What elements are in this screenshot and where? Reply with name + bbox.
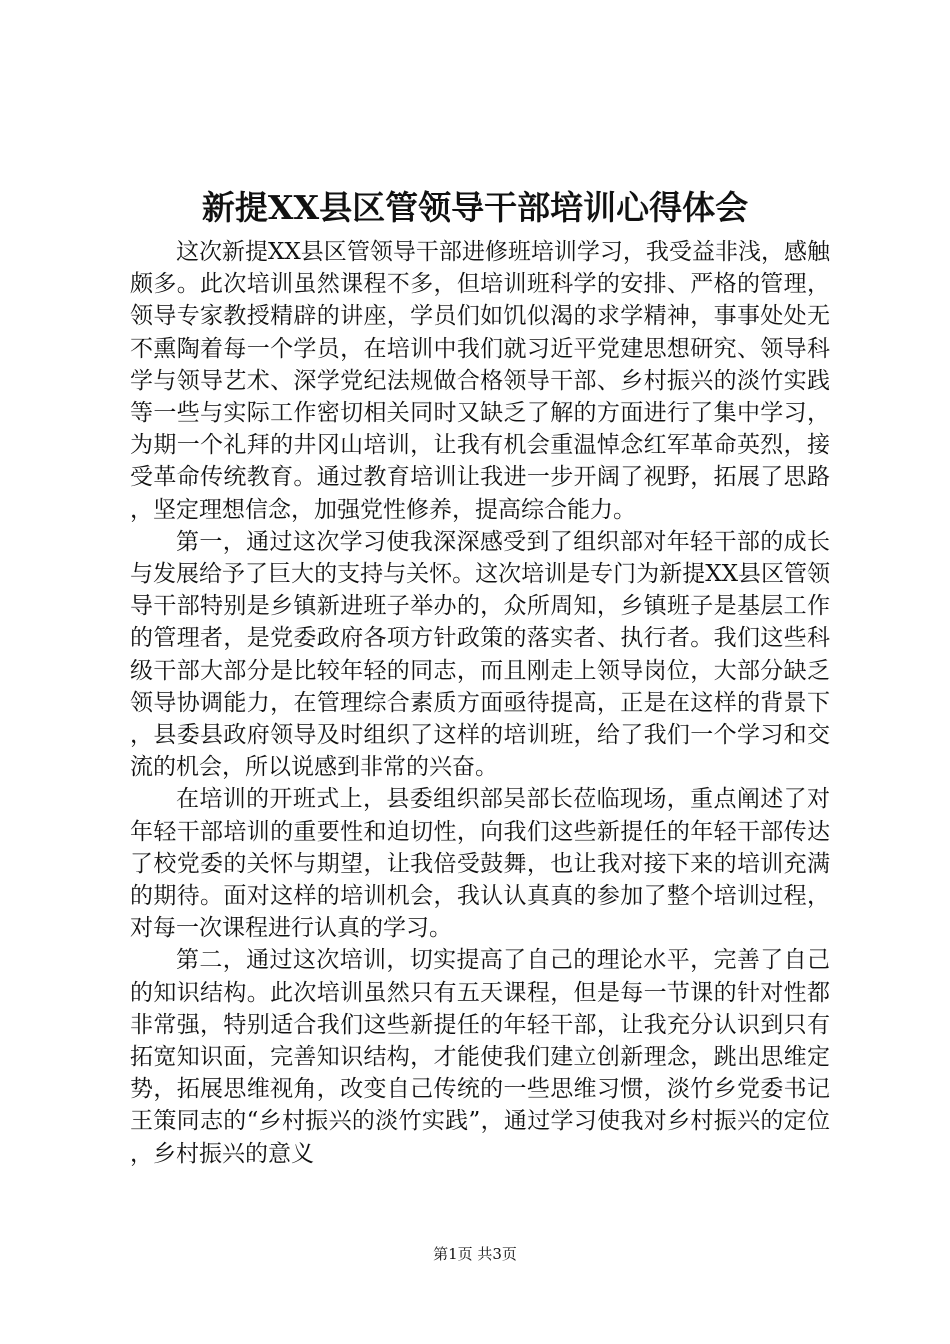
paragraph-2: 第一，通过这次学习使我深深感受到了组织部对年轻干部的成长与发展给予了巨大的支持与关怀。这次培训是专门为新提XX县区管领导干部特别是乡镇新进班子举办的，众所周知，乡镇班子是基层工作的管理者，是党委政府各项方针政策的落实者、执行者。我们这些科级干部大部分是比较年轻的同志，而且刚走上领导岗位，大部分缺乏领导协调能力，在管理综合素质方面亟待提高，正是在这样的背景下，县委县政府领导及时组织了这样的培训班，给了我们一个学习和交流的机会，所以说感到非常的兴奋。 (130, 528, 830, 781)
page-number-footer: 第1页 共3页 (433, 1245, 517, 1263)
paragraph-4: 第二，通过这次培训，切实提高了自己的理论水平，完善了自己的知识结构。此次培训虽然只有五天课程，但是每一节课的针对性都非常强，特别适合我们这些新提任的年轻干部，让我充分认识到只有拓宽知识面，完善知识结构，才能使我们建立创新理念，跳出思维定势，拓展思维视角，改变自己传统的一些思维习惯，淡竹乡党委书记王策同志的“乡村振兴的淡竹实践”，通过学习使我对乡村振兴的定位，乡村振兴的意义 (130, 947, 830, 1167)
paragraph-3: 在培训的开班式上，县委组织部吴部长莅临现场，重点阐述了对年轻干部培训的重要性和迫切性，向我们这些新提任的年轻干部传达了校党委的关怀与期望，让我倍受鼓舞，也让我对接下来的培训充满的期待。面对这样的培训机会，我认认真真的参加了整个培训过程，对每一次课程进行认真的学习。 (130, 786, 830, 942)
document-title: 新提XX县区管领导干部培训心得体会 (201, 188, 749, 227)
document-body (130, 236, 830, 1170)
paragraph-1: 这次新提XX县区管领导干部进修班培训学习，我受益非浅，感触颇多。此次培训虽然课程不多，但培训班科学的安排、严格的管理，领导专家教授精辟的讲座，学员们如饥似渴的求学精神，事事处处无不熏陶着每一个学员，在培训中我们就习近平党建思想研究、领导科学与领导艺术、深学党纪法规做合格领导干部、乡村振兴的淡竹实践等一些与实际工作密切相关同时又缺乏了解的方面进行了集中学习，为期一个礼拜的井冈山培训，让我有机会重温悼念红军革命英烈，接受革命传统教育。通过教育培训让我进一步开阔了视野，拓展了思路，坚定理想信念，加强党性修养，提高综合能力。 (130, 239, 830, 523)
